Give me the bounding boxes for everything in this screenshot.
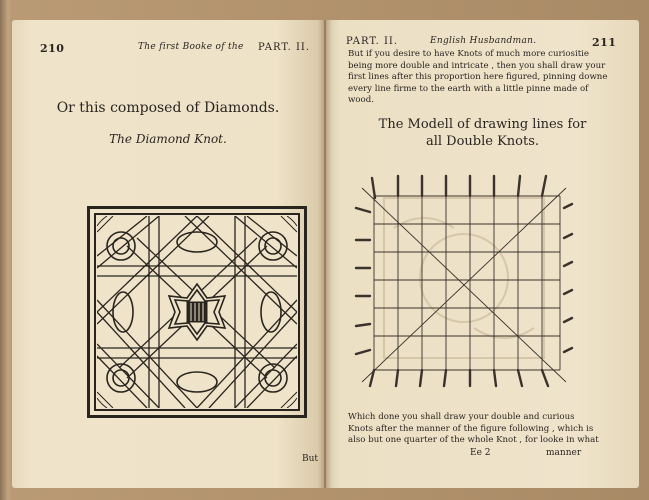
right-page-number: 211 <box>592 36 617 49</box>
closing-paragraph <box>348 412 624 447</box>
left-page-number: 210 <box>40 42 65 55</box>
intro-line: But if you desire to have Knots of much more curiositie <box>348 49 589 59</box>
closing-line: also but one quarter of the whole Knot , for looke in what <box>348 435 599 446</box>
book-gutter <box>318 20 332 488</box>
signature-mark: Ee 2 <box>470 448 491 458</box>
intro-line: wood. <box>348 95 374 106</box>
intro-line: first lines after this proportion here figured, pinning downe <box>348 72 608 83</box>
left-catchword: But <box>302 454 319 464</box>
model-title-line: The Modell of drawing lines for <box>378 117 587 132</box>
intro-line: every line firme to the earth with a little pinne made of <box>348 83 589 94</box>
left-subheading: The Diamond Knot. <box>109 132 227 146</box>
double-knot-grid-figure <box>354 168 574 390</box>
left-heading: Or this composed of Diamonds. <box>56 100 280 116</box>
left-part-label: PART. II. <box>258 42 311 53</box>
closing-line: Knots after the manner of the figure following , which is <box>348 423 594 434</box>
diamond-knot-figure <box>87 206 307 418</box>
right-part-label: PART. II. <box>346 36 399 47</box>
intro-line: being more double and intricate , then you shall draw your <box>348 60 606 71</box>
left-page <box>12 20 324 488</box>
model-title <box>326 116 639 150</box>
right-catchword: manner <box>546 448 582 458</box>
left-running-head: The first Booke of the <box>138 42 244 52</box>
intro-paragraph <box>348 49 624 107</box>
closing-line: Which done you shall draw your double and curious <box>348 412 575 422</box>
model-title-line: all Double Knots. <box>425 134 540 149</box>
right-running-head: English Husbandman. <box>430 36 537 46</box>
right-page <box>326 20 639 488</box>
